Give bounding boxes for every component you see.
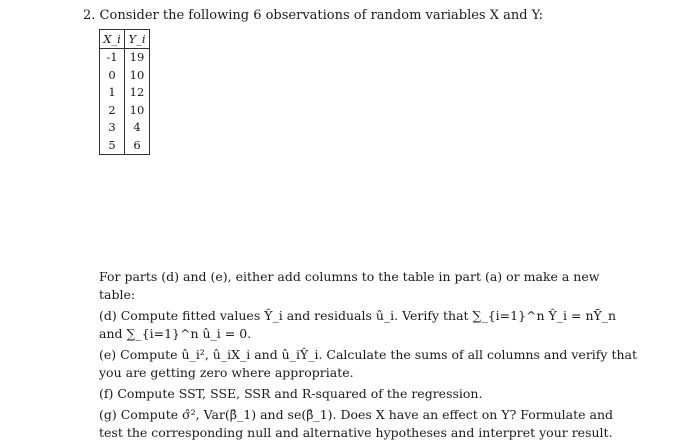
question-prompt: Consider the following 6 observations of random variables X and Y: [99, 8, 544, 23]
column-header-y: Y_i [125, 30, 150, 49]
y-value: 6 [125, 136, 150, 154]
table-row [100, 84, 150, 102]
y-value: 19 [125, 48, 150, 66]
x-value: -1 [100, 48, 125, 66]
question-parts [99, 268, 639, 445]
part-d: (d) Compute fitted values Ŷ_i and residuals û_i. Verify that ∑_{i=1}^n Ŷ_i = nȲ_n and ∑_{i=1}^n û_i = 0. [99, 308, 617, 341]
table-row [100, 119, 150, 137]
x-value: 3 [100, 119, 125, 137]
y-value: 10 [125, 101, 150, 119]
table-row [100, 48, 150, 66]
y-value: 10 [125, 66, 150, 84]
table-row [100, 66, 150, 84]
x-value: 5 [100, 136, 125, 154]
parts-intro: For parts (d) and (e), either add columns to the table in part (a) or make a new table: [99, 269, 600, 302]
part-g: (g) Compute σ̂², Var(β̂_1) and se(β̂_1). Does X have an effect on Y? Formulate and test the corresponding null and alternative hypotheses and interpret your result. [99, 407, 614, 440]
table-row [100, 101, 150, 119]
x-value: 0 [100, 66, 125, 84]
x-value: 1 [100, 84, 125, 102]
part-f: (f) Compute SST, SSE, SSR and R-squared of the regression. [99, 386, 483, 401]
question-number: 2. [83, 8, 96, 23]
x-value: 2 [100, 101, 125, 119]
y-value: 12 [125, 84, 150, 102]
question-heading [83, 8, 543, 23]
table-header-row [100, 30, 150, 49]
y-value: 4 [125, 119, 150, 137]
part-e: (e) Compute û_i², û_iX_i and û_iŶ_i. Calculate the sums of all columns and verify that you are getting zero where appropriate. [99, 347, 638, 380]
table-row [100, 136, 150, 154]
column-header-x: X_i [100, 30, 125, 49]
observations-table [99, 29, 150, 155]
